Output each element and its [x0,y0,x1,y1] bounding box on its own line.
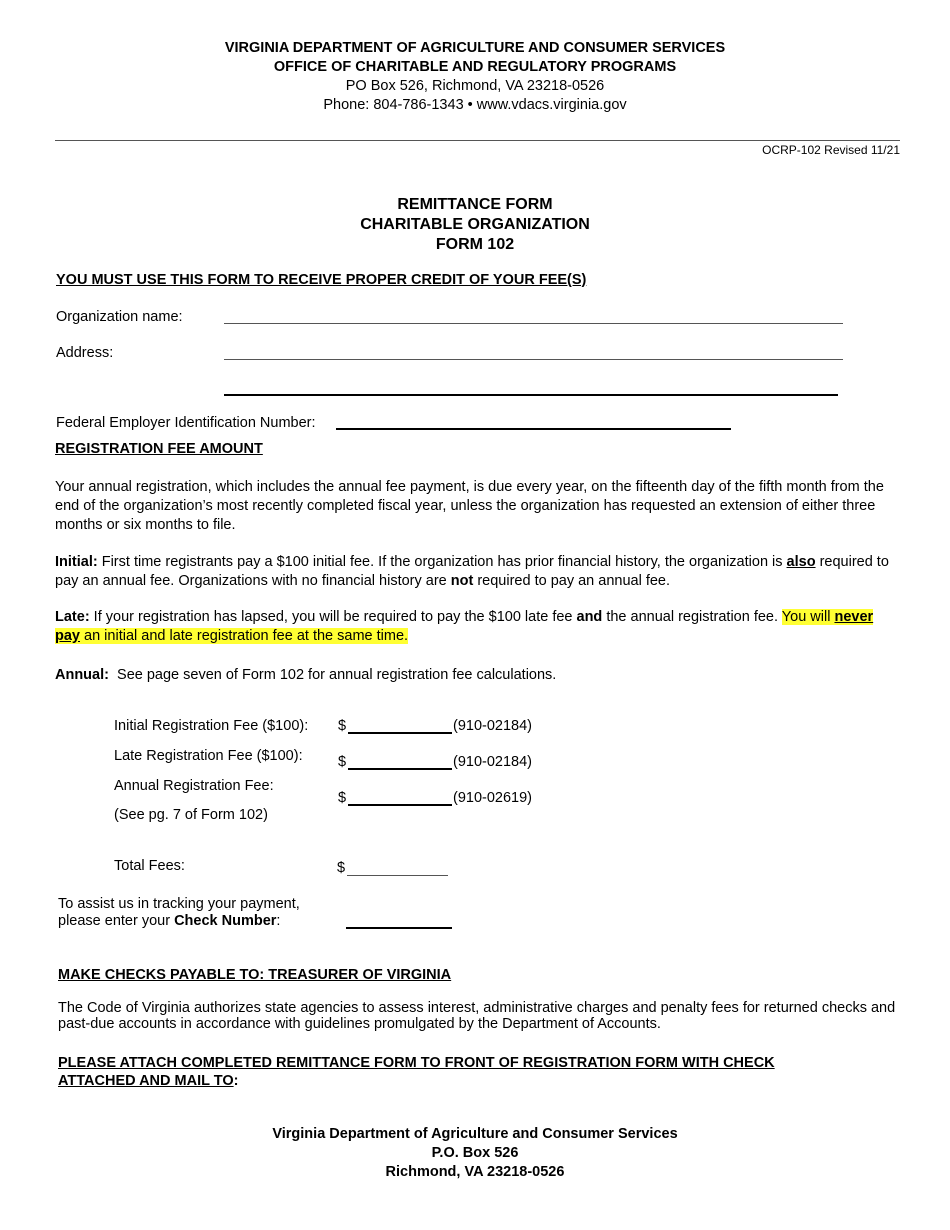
check-number-prompt-1: To assist us in tracking your payment, [58,896,300,912]
check-number-line[interactable] [346,927,452,929]
highlight-warning-1: You will [781,609,835,625]
initial-fee-code: (910-02184) [453,718,532,734]
registration-heading: REGISTRATION FEE AMOUNT [55,441,263,457]
and-emphasis: and [576,609,603,625]
not-emphasis: not [450,573,474,589]
total-fees-label: Total Fees: [114,858,185,874]
late-fee-dollar: $ [338,754,347,770]
form-code: OCRP-102 Revised 11/21 [762,143,900,157]
total-fees-dollar: $ [337,860,346,876]
check-number-prompt-2: please enter your Check Number: [58,913,281,929]
never-pay-emphasis: never pay [55,609,874,644]
annual-fee-code: (910-02619) [453,790,532,806]
highlight-warning-2: an initial and late registration fee at the same time. [80,628,409,644]
initial-fee-label: Initial Registration Fee ($100): [114,718,309,734]
annual-fee-paragraph: Annual: See page seven of Form 102 for annual registration fee calculations. [55,667,557,683]
office-contact: Phone: 804-786-1343 • www.vdacs.virginia.gov [323,97,627,113]
form-title-2: CHARITABLE ORGANIZATION [360,216,590,233]
initial-fee-dollar: $ [338,718,347,734]
late-fee-paragraph: Late: If your registration has lapsed, you will be required to pay the $100 late fee and the annual registration fee. You will never pay an initial and late registration fee at the same time. [55,609,874,644]
org-name-label: Organization name: [56,309,183,325]
header-divider [55,140,900,141]
payable-text: The Code of Virginia authorizes state agencies to assess interest, administrative charges and penalty fees for returned checks and past-due accounts in accordance with guidelines promulgated by the Department of Accounts. [58,1000,896,1032]
attach-line-2: ATTACHED AND MAIL TO: [58,1073,239,1089]
fein-line[interactable] [336,428,731,430]
payable-heading: MAKE CHECKS PAYABLE TO: TREASURER OF VIRGINIA [58,967,452,983]
address-label: Address: [56,345,114,361]
initial-fee-line[interactable] [348,732,452,734]
office-address: PO Box 526, Richmond, VA 23218-0526 [345,78,605,94]
check-number-emphasis: Check Number [174,913,277,929]
org-name-line[interactable] [224,323,843,324]
annual-fee-dollar: $ [338,790,347,806]
annual-fee-line[interactable] [348,804,452,806]
registration-intro: Your annual registration, which includes the annual fee payment, is due every year, on the fifteenth day of the fifth month from the end of the organization’s most recently completed fiscal year, unless the organization has requested an extension of either three months or six months to file. [55,479,884,533]
late-fee-line[interactable] [348,768,452,770]
mail-to-city: Richmond, VA 23218-0526 [385,1164,565,1180]
annual-fee-subtext: (See pg. 7 of Form 102) [114,807,268,823]
form-title-3: FORM 102 [435,236,515,253]
credit-notice: YOU MUST USE THIS FORM TO RECEIVE PROPER CREDIT OF YOUR FEE(S) [56,272,587,288]
fein-label: Federal Employer Identification Number: [56,415,316,431]
initial-label: Initial: [55,554,98,570]
also-emphasis: also [786,554,816,570]
address-line-1[interactable] [224,359,843,360]
agency-name: VIRGINIA DEPARTMENT OF AGRICULTURE AND CONSUMER SERVICES [224,40,726,56]
attach-line-1: PLEASE ATTACH COMPLETED REMITTANCE FORM TO FRONT OF REGISTRATION FORM WITH CHECK [58,1055,775,1071]
mail-to-agency: Virginia Department of Agriculture and Consumer Services [272,1126,678,1142]
form-title-1: REMITTANCE FORM [397,196,553,213]
total-fees-line[interactable] [347,875,448,876]
late-fee-label: Late Registration Fee ($100): [114,748,303,764]
late-fee-code: (910-02184) [453,754,532,770]
initial-fee-paragraph: Initial: First time registrants pay a $100 initial fee. If the organization has prior financial history, the organization is also required to pay an annual fee. Organizations with no financial history are not required to pay an annual fee. [55,554,889,589]
mail-to-box: P.O. Box 526 [431,1145,519,1161]
late-label: Late: [55,609,90,625]
office-name: OFFICE OF CHARITABLE AND REGULATORY PROGRAMS [273,59,677,75]
annual-label: Annual: [55,667,109,683]
annual-fee-label: Annual Registration Fee: [114,778,274,794]
address-line-2[interactable] [224,394,838,396]
